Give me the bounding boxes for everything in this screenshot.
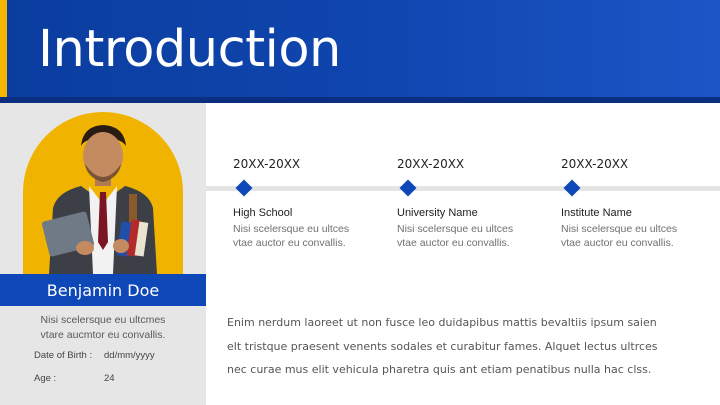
timeline-title: Institute Name — [561, 207, 632, 219]
timeline-description-line: vtae auctor eu convallis. — [233, 237, 346, 249]
timeline-year: 20XX-20XX — [397, 157, 465, 171]
profile-description-line: Nisi scelersque eu ultcmes — [40, 314, 166, 326]
dob-value: dd/mm/yyyy — [104, 350, 155, 361]
age-value: 24 — [104, 373, 115, 384]
timeline-description — [233, 222, 383, 250]
timeline-marker — [236, 180, 253, 197]
timeline-description-line: Nisi scelersque eu ultces — [233, 223, 350, 235]
timeline-year: 20XX-20XX — [561, 157, 629, 171]
profile-photo — [23, 112, 183, 274]
timeline-title: High School — [233, 207, 293, 219]
timeline-marker — [400, 180, 417, 197]
intro-paragraph-line: nec curae mus elit vehicula pharetra quis ant etiam penatibus nulla hac clss. — [227, 363, 652, 376]
timeline-description-line: vtae auctor eu convallis. — [397, 237, 510, 249]
timeline-description-line: Nisi scelersque eu ultces — [561, 223, 678, 235]
timeline-year: 20XX-20XX — [233, 157, 301, 171]
slide-title: Introduction — [38, 20, 341, 79]
timeline-description-line: vtae auctor eu convallis. — [561, 237, 674, 249]
profile-name: Benjamin Doe — [46, 281, 160, 300]
profile-description — [0, 313, 206, 343]
intro-paragraph-line: Enim nerdum laoreet ut non fusce leo duidapibus mattis bevaltiis ipsum saien — [227, 316, 657, 329]
timeline-track — [206, 186, 720, 191]
dob-label: Date of Birth : — [34, 350, 93, 361]
header-accent-bar — [0, 0, 7, 97]
timeline-description — [561, 222, 711, 250]
intro-paragraph-line: elt tristque praesent venents sodales et curabitur fames. Alquet lectus ultrces — [227, 339, 658, 353]
timeline-marker — [564, 180, 581, 197]
student-portrait-image — [23, 112, 183, 274]
timeline-title: University Name — [397, 207, 478, 219]
timeline-description-line: Nisi scelersque eu ultces — [397, 223, 514, 235]
timeline-description — [397, 222, 547, 250]
intro-paragraph — [227, 311, 697, 382]
age-label: Age : — [34, 373, 57, 384]
profile-description-line: vtare aucmtor eu convallis. — [40, 329, 166, 341]
